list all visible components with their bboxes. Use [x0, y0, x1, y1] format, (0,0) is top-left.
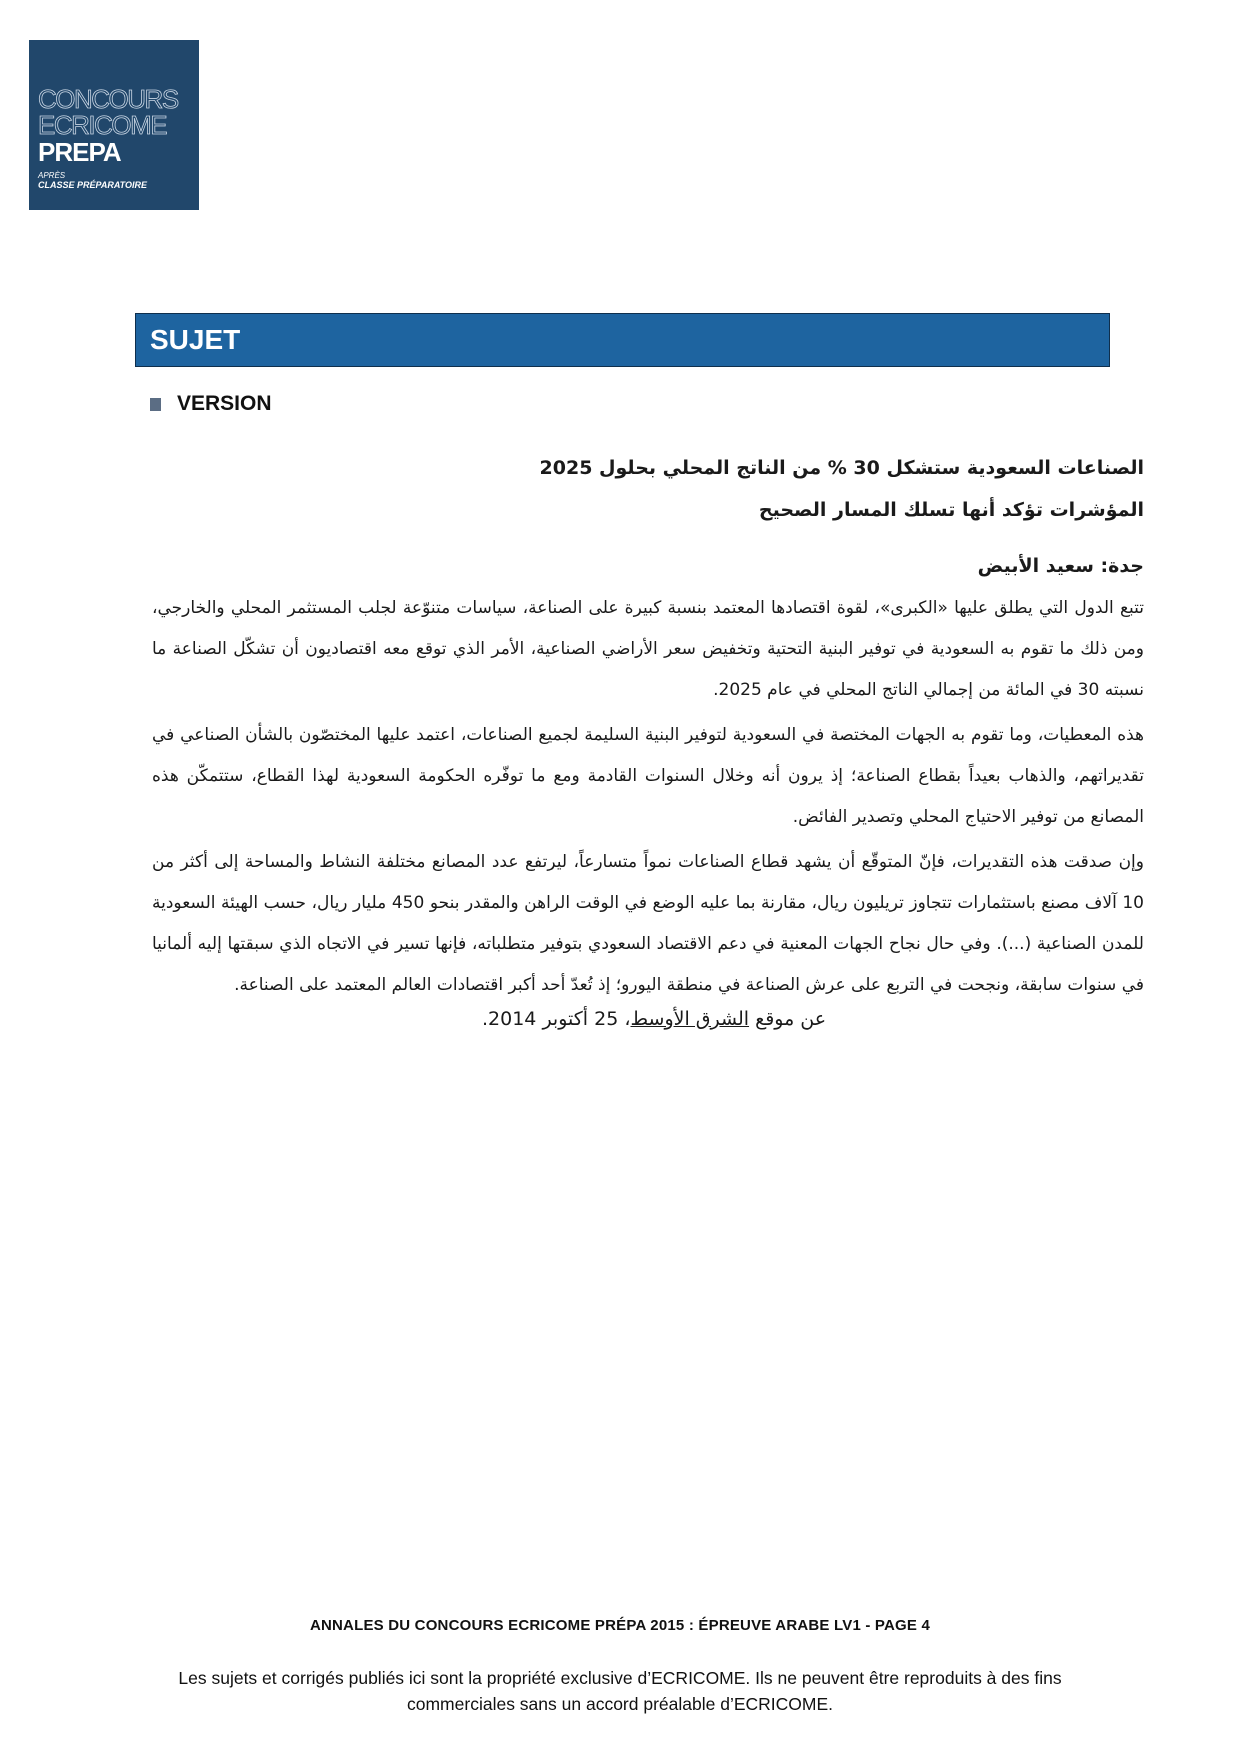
logo-line-apres: APRÈS: [38, 171, 66, 180]
square-bullet-icon: [150, 398, 161, 411]
source-date: ، 25 أكتوبر 2014.: [482, 1008, 631, 1030]
subsection-heading: [150, 392, 272, 416]
article-paragraph-1: تتبع الدول التي يطلق عليها «الكبرى»، لقوة اقتصادها المعتمد بنسبة كبيرة على الصناعة، سياسات متنوّعة لجلب المستثمر المحلي والخارجي، ومن ذلك ما تقوم به السعودية في توفير البنية التحتية وتخفيض سعر الأراضي الصناعية، الأمر الذي توقع معه اقتصاديون أن تشكّل الصناعة ما نسبته 30 في المائة من إجمالي الناتج المحلي في عام 2025.: [152, 598, 1144, 700]
footer-copyright-note: Les sujets et corrigés publiés ici sont la propriété exclusive d’ECRICOME. Ils ne peuvent être reproduits à des fins commerciales sans un accord préalable d’ECRICOME.: [178, 1668, 1062, 1714]
logo-line-ecricome: ECRICOME: [38, 110, 167, 140]
article-paragraph-2: هذه المعطيات، وما تقوم به الجهات المختصة في السعودية لتوفير البنية السليمة لجميع الصناعات، اعتمد عليها المختصّون بالشأن الصناعي في تقديراتهم، والذهاب بعيداً بقطاع الصناعة؛ إذ يرون أنه وخلال السنوات القادمة ومع ما توفّره الحكومة السعودية لهذا القطاع، ستتمكّن هذه المصانع من توفير الاحتياج المحلي وتصدير الفائض.: [152, 725, 1144, 827]
source-name: الشرق الأوسط: [630, 1008, 750, 1030]
article-source: [152, 1008, 1144, 1030]
logo-line-concours: CONCOURS: [38, 84, 178, 114]
section-title: SUJET: [150, 324, 241, 355]
ecricome-logo: [29, 40, 199, 210]
section-title-bar: [135, 313, 1110, 367]
logo-line-prepa: PREPA: [38, 137, 121, 167]
subsection-title: VERSION: [177, 392, 272, 415]
source-prefix: عن موقع: [755, 1008, 827, 1030]
article-title: الصناعات السعودية ستشكل 30 % من الناتج المحلي بحلول 2025: [539, 457, 1144, 479]
arabic-article: [152, 450, 1144, 1030]
article-paragraph-3: وإن صدقت هذه التقديرات، فإنّ المتوقّع أن يشهد قطاع الصناعات نمواً متسارعاً، ليرتفع عدد المصانع مختلفة النشاط والمساحة إلى أكثر من 10 آلاف مصنع باستثمارات تتجاوز تريليون ريال، مقارنة بما عليه الوضع في الوقت الراهن والمقدر بنحو 450 مليار ريال، حسب الهيئة السعودية للمدن الصناعية (...). وفي حال نجاح الجهات المعنية في دعم الاقتصاد السعودي بتوفير متطلباته، فإنها تسير في الاتجاه الذي سبقتها إليه ألمانيا في سنوات سابقة، ونجحت في التربع على عرش الصناعة في منطقة اليورو؛ إذ تُعدّ أحد أكبر اقتصادات العالم المعتمد على الصناعة.: [152, 852, 1144, 995]
article-subtitle: المؤشرات تؤكد أنها تسلك المسار الصحيح: [758, 499, 1144, 521]
footer-title: ANNALES DU CONCOURS ECRICOME PRÉPA 2015 : ÉPREUVE ARABE LV1 - PAGE 4: [309, 1617, 931, 1634]
article-author: جدة: سعيد الأبيض: [977, 555, 1144, 577]
logo-line-classe: CLASSE PRÉPARATOIRE: [38, 180, 148, 190]
